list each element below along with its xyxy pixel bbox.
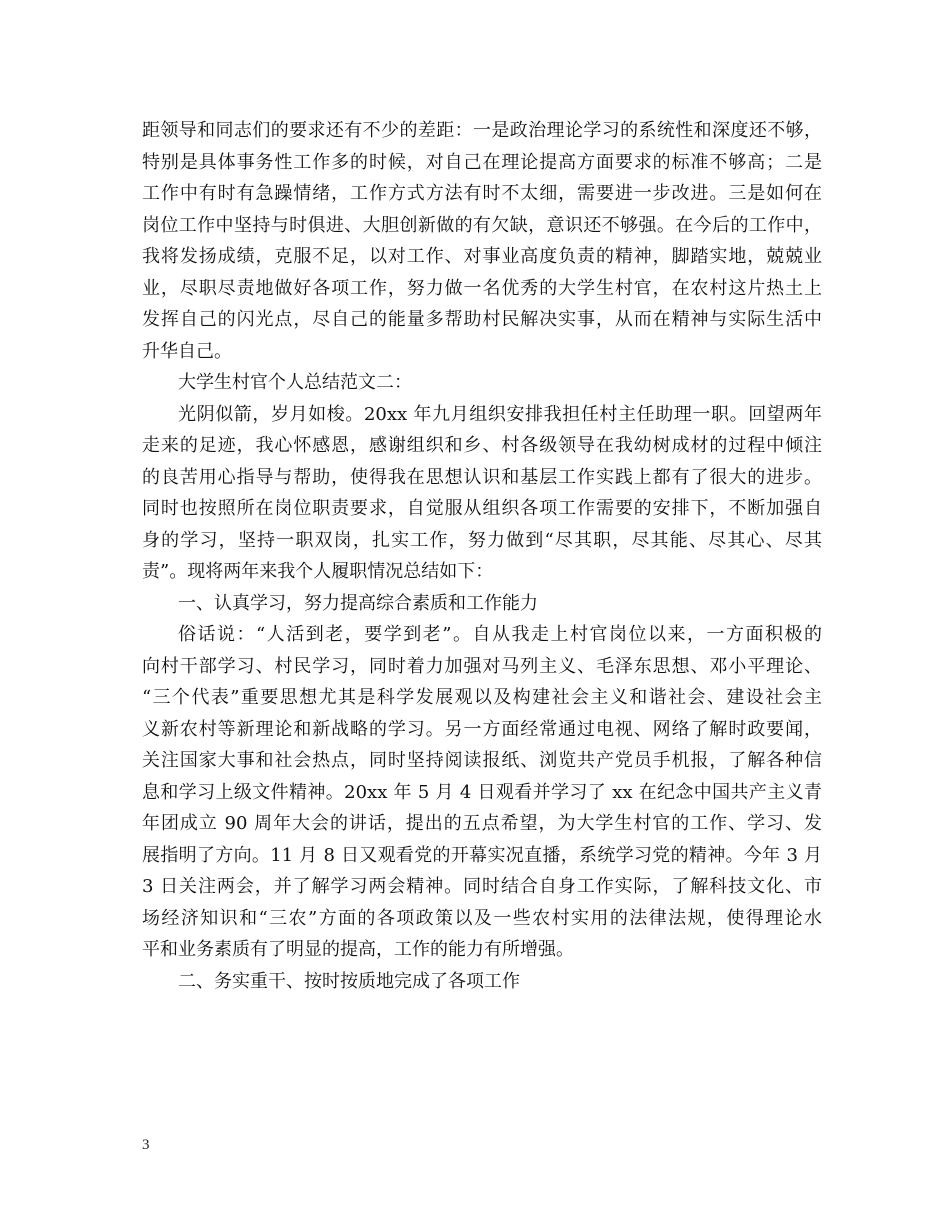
text-line: 走来的足迹，我心怀感恩，感谢组织和乡、村各级领导在我幼树成材的过程中倾注 (142, 435, 822, 456)
text-line: 身的学习，坚持一职双岗，扎实工作，努力做到“尽其职，尽其能、尽其心、尽其 (142, 529, 822, 551)
text-line: 同时也按照所在岗位职责要求，自觉服从组织各项工作需要的安排下，不断加强自 (142, 498, 822, 519)
text-line: 发挥自己的闪光点，尽自己的能量多帮助村民解决实事，从而在精神与实际生活中 (142, 309, 822, 330)
text-line: 大学生村官个人总结范文二： (178, 372, 412, 393)
body-text (142, 115, 822, 997)
page-number: 3 (142, 1137, 150, 1153)
text-line: 息和学习上级文件精神。20xx 年 5 月 4 日观看并学习了 xx 在纪念中国共产主义青 (142, 781, 822, 803)
text-line: 岗位工作中坚持与时俱进、大胆创新做的有欠缺，意识还不够强。在今后的工作中， (142, 214, 822, 236)
text-line: 关注国家大事和社会热点，同时坚持阅读报纸、浏览共产党员手机报，了解各种信 (142, 750, 822, 771)
text-line: 3 日关注两会，并了解学习两会精神。同时结合自身工作实际，了解科技文化、市 (142, 876, 822, 897)
text-line: 光阴似箭，岁月如梭。20xx 年九月组织安排我担任村主任助理一职。回望两年 (178, 403, 822, 425)
text-line: 义新农村等新理论和新战略的学习。另一方面经常通过电视、网络了解时政要闻， (142, 718, 822, 740)
text-line: 特别是具体事务性工作多的时候，对自己在理论提高方面要求的标准不够高；二是 (142, 151, 822, 173)
text-line: “三个代表”重要思想尤其是科学发展观以及构建社会主义和谐社会、建设社会主 (142, 687, 822, 708)
text-line: 的良苦用心指导与帮助，使得我在思想认识和基层工作实践上都有了很大的进步。 (142, 466, 822, 488)
text-line: 升华自己。 (142, 340, 232, 362)
text-line: 向村干部学习、村民学习，同时着力加强对马列主义、毛泽东思想、邓小平理论、 (142, 655, 822, 677)
text-line: 我将发扬成绩，克服不足，以对工作、对事业高度负责的精神，脚踏实地，兢兢业 (142, 246, 822, 267)
text-line: 年团成立 90 周年大会的讲话，提出的五点希望，为大学生村官的工作、学习、发 (142, 813, 822, 834)
text-line: 责”。现将两年来我个人履职情况总结如下： (142, 561, 494, 582)
text-line: 二、务实重干、按时按质地完成了各项工作 (178, 970, 520, 992)
text-line: 展指明了方向。11 月 8 日又观看党的开幕实况直播，系统学习党的精神。今年 3 月 (142, 844, 822, 866)
text-line: 距领导和同志们的要求还有不少的差距：一是政治理论学习的系统性和深度还不够， (142, 120, 822, 141)
text-line: 平和业务素质有了明显的提高，工作的能力有所增强。 (142, 939, 574, 960)
text-line: 工作中有时有急躁情绪，工作方式方法有时不太细，需要进一步改进。三是如何在 (142, 183, 822, 204)
text-line: 一、认真学习，努力提高综合素质和工作能力 (178, 592, 538, 614)
text-line: 俗话说：“人活到老，要学到老”。自从我走上村官岗位以来，一方面积极的 (178, 624, 822, 645)
text-line: 业，尽职尽责地做好各项工作，努力做一名优秀的大学生村官，在农村这片热土上 (142, 277, 822, 299)
text-line: 场经济知识和“三农”方面的各项政策以及一些农村实用的法律法规，使得理论水 (142, 907, 822, 929)
